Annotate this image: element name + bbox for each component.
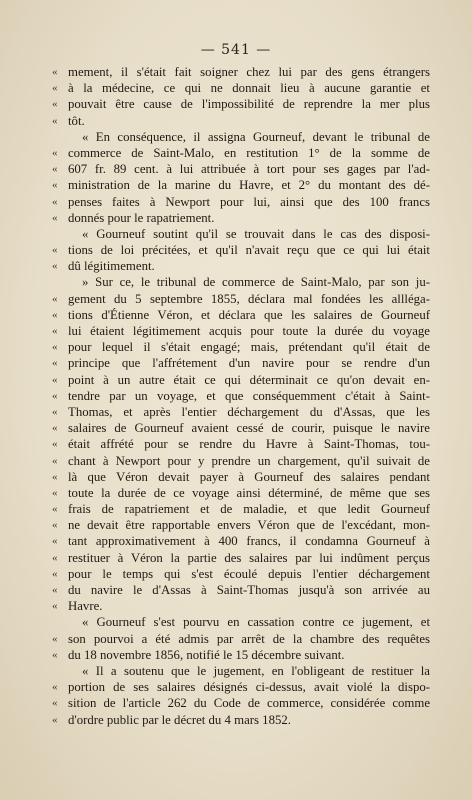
line-text: pour le temps qui s'est écoulé depuis l'entier déchargement	[68, 566, 430, 581]
line-text: du navire le d'Assas à Saint-Thomas jusqu'à son arrivée au	[68, 583, 430, 597]
line-text: » Sur ce, le tribunal de commerce de Saint-Malo, par son ju-	[82, 275, 430, 290]
text-line	[52, 695, 430, 711]
line-text: gement du 5 septembre 1855, déclara mal fondées les allléga-	[68, 291, 430, 306]
line-text: à la médecine, ce qui ne donnait lieu à aucune garantie et	[68, 81, 430, 96]
line-text: pour lequel il s'était engagé; mais, prétendant qu'il était de	[68, 340, 430, 355]
text-line	[52, 712, 430, 728]
continuation-quote-mark: «	[52, 600, 58, 613]
continuation-quote-mark: «	[52, 567, 58, 580]
line-text: d'ordre public par le décret du 4 mars 1852.	[68, 712, 291, 727]
text-line	[52, 226, 430, 242]
line-text: du 18 novembre 1856, notifié le 15 décembre suivant.	[68, 647, 345, 662]
text-line	[52, 372, 430, 388]
text-line	[52, 339, 430, 355]
line-text: tions de loi précitées, et qu'il n'avait reçu que ce qui lui était	[68, 243, 430, 258]
text-line	[52, 194, 430, 210]
continuation-quote-mark: «	[52, 357, 58, 370]
text-line	[52, 145, 430, 161]
continuation-quote-mark: «	[52, 632, 58, 645]
continuation-quote-mark: «	[52, 697, 58, 710]
text-line	[52, 258, 430, 274]
line-text: commerce de Saint-Malo, en restitution 1° de la somme de	[68, 145, 430, 160]
text-line	[52, 274, 430, 290]
text-line	[52, 485, 430, 501]
text-line	[52, 436, 430, 452]
continuation-quote-mark: «	[52, 66, 58, 78]
text-line	[52, 64, 430, 80]
continuation-quote-mark: «	[52, 648, 58, 661]
line-text: lui étaient légitimement acquis pour toute la durée du voyage	[68, 324, 430, 338]
line-text: « Gourneuf s'est pourvu en cassation contre ce jugement, et	[82, 615, 430, 630]
text-line	[52, 566, 430, 582]
page-number: — 541 —	[200, 42, 272, 58]
line-text: tions d'Étienne Véron, et déclara que les salaires de Gourneuf	[68, 307, 430, 322]
continuation-quote-mark: «	[52, 211, 58, 224]
line-text: toute la durée de ce voyage ainsi déterminé, de même que ses	[68, 485, 430, 500]
continuation-quote-mark: «	[52, 373, 58, 386]
line-text: frais de rapatriement et de maladie, et que ledit Gourneuf	[68, 502, 430, 517]
text-line	[52, 550, 430, 566]
text-line	[52, 323, 430, 339]
line-text: dû légitimement.	[68, 259, 155, 274]
text-line	[52, 113, 430, 129]
line-text: tant approximativement à 400 francs, il condamna Gourneuf à	[68, 534, 430, 549]
line-text: mement, il s'était fait soigner chez lui par des gens étrangers	[68, 65, 430, 79]
text-line	[52, 453, 430, 469]
continuation-quote-mark: «	[52, 519, 58, 532]
continuation-quote-mark: «	[52, 114, 58, 127]
text-line	[52, 161, 430, 177]
continuation-quote-mark: «	[52, 470, 58, 483]
line-text: 607 fr. 89 cent. à lui attribuée à tort pour ses gages par l'ad-	[68, 162, 430, 177]
continuation-quote-mark: «	[52, 535, 58, 548]
line-text: salaires de Gourneuf avaient cessé de courir, puisque le navire	[68, 421, 430, 436]
continuation-quote-mark: «	[52, 405, 58, 418]
continuation-quote-mark: «	[52, 551, 58, 564]
line-text: point à un autre était ce qui déterminait ce qu'on devait en-	[68, 372, 430, 387]
continuation-quote-mark: «	[52, 82, 58, 95]
continuation-quote-mark: «	[52, 389, 58, 402]
line-text: « En conséquence, il assigna Gourneuf, devant le tribunal de	[82, 129, 430, 144]
text-line	[52, 533, 430, 549]
line-text: donnés pour le rapatriement.	[68, 210, 215, 225]
continuation-quote-mark: «	[52, 325, 58, 337]
text-line	[52, 307, 430, 323]
line-text: sition de l'article 262 du Code de commerce, considérée comme	[68, 696, 430, 711]
line-text: tendre par un voyage, et que conséquemment c'était à Saint-	[68, 388, 430, 403]
continuation-quote-mark: «	[52, 341, 58, 354]
text-body	[52, 64, 430, 728]
line-text: son pourvoi a été admis par arrêt de la chambre des requêtes	[68, 631, 430, 646]
text-line	[52, 404, 430, 420]
text-line	[52, 647, 430, 663]
line-text: portion de ses salaires désignés ci-dessus, avait violé la dispo-	[68, 680, 430, 695]
text-line	[52, 129, 430, 145]
line-text: chant à Newport pour y prendre un chargement, qu'il suivait de	[68, 453, 430, 468]
continuation-quote-mark: «	[52, 292, 58, 305]
line-text: pouvait être cause de l'impossibilité de reprendre la mer plus	[68, 97, 430, 112]
text-line	[52, 355, 430, 371]
line-text: là que Véron devait payer à Gourneuf des salaires pendant	[68, 469, 430, 484]
continuation-quote-mark: «	[52, 260, 58, 273]
line-text: Havre.	[68, 599, 103, 614]
continuation-quote-mark: «	[52, 584, 58, 596]
line-text: ministration de la marine du Havre, et 2° du montant des dé-	[68, 178, 430, 193]
text-line	[52, 242, 430, 258]
continuation-quote-mark: «	[52, 244, 58, 257]
text-line	[52, 631, 430, 647]
continuation-quote-mark: «	[52, 681, 58, 694]
text-line	[52, 614, 430, 630]
line-text: ne devait être rapportable envers Véron que de l'excédant, mon-	[68, 518, 430, 533]
text-line	[52, 291, 430, 307]
continuation-quote-mark: «	[52, 438, 58, 451]
continuation-quote-mark: «	[52, 195, 58, 208]
text-line	[52, 96, 430, 112]
continuation-quote-mark: «	[52, 308, 58, 321]
continuation-quote-mark: «	[52, 713, 58, 726]
text-line	[52, 210, 430, 226]
line-text: penses faites à Newport pour lui, ainsi que des 100 francs	[68, 194, 430, 209]
continuation-quote-mark: «	[52, 179, 58, 192]
text-line	[52, 598, 430, 614]
text-line	[52, 501, 430, 517]
continuation-quote-mark: «	[52, 454, 58, 467]
continuation-quote-mark: «	[52, 146, 58, 159]
line-text: Thomas, et après l'entier déchargement du d'Assas, que les	[68, 404, 430, 419]
text-line	[52, 469, 430, 485]
text-line	[52, 679, 430, 695]
text-line	[52, 177, 430, 193]
line-text: principe que l'affrétement d'un navire pour se rendre d'un	[68, 356, 430, 371]
text-line	[52, 80, 430, 96]
text-line	[52, 582, 430, 598]
line-text: « Gourneuf soutint qu'il se trouvait dans le cas des disposi-	[82, 226, 430, 241]
line-text: était affrété pour se rendre du Havre à Saint-Thomas, tou-	[68, 437, 430, 452]
text-line	[52, 420, 430, 436]
continuation-quote-mark: «	[52, 163, 58, 176]
line-text: restituer à Véron la partie des salaires par lui indûment perçus	[68, 550, 430, 565]
text-line	[52, 517, 430, 533]
text-line	[52, 663, 430, 679]
line-text: tôt.	[68, 113, 85, 128]
continuation-quote-mark: «	[52, 503, 58, 516]
continuation-quote-mark: «	[52, 422, 58, 435]
text-line	[52, 388, 430, 404]
continuation-quote-mark: «	[52, 98, 58, 111]
line-text: « Il a soutenu que le jugement, en l'obligeant de restituer la	[82, 663, 430, 678]
continuation-quote-mark: «	[52, 486, 58, 499]
